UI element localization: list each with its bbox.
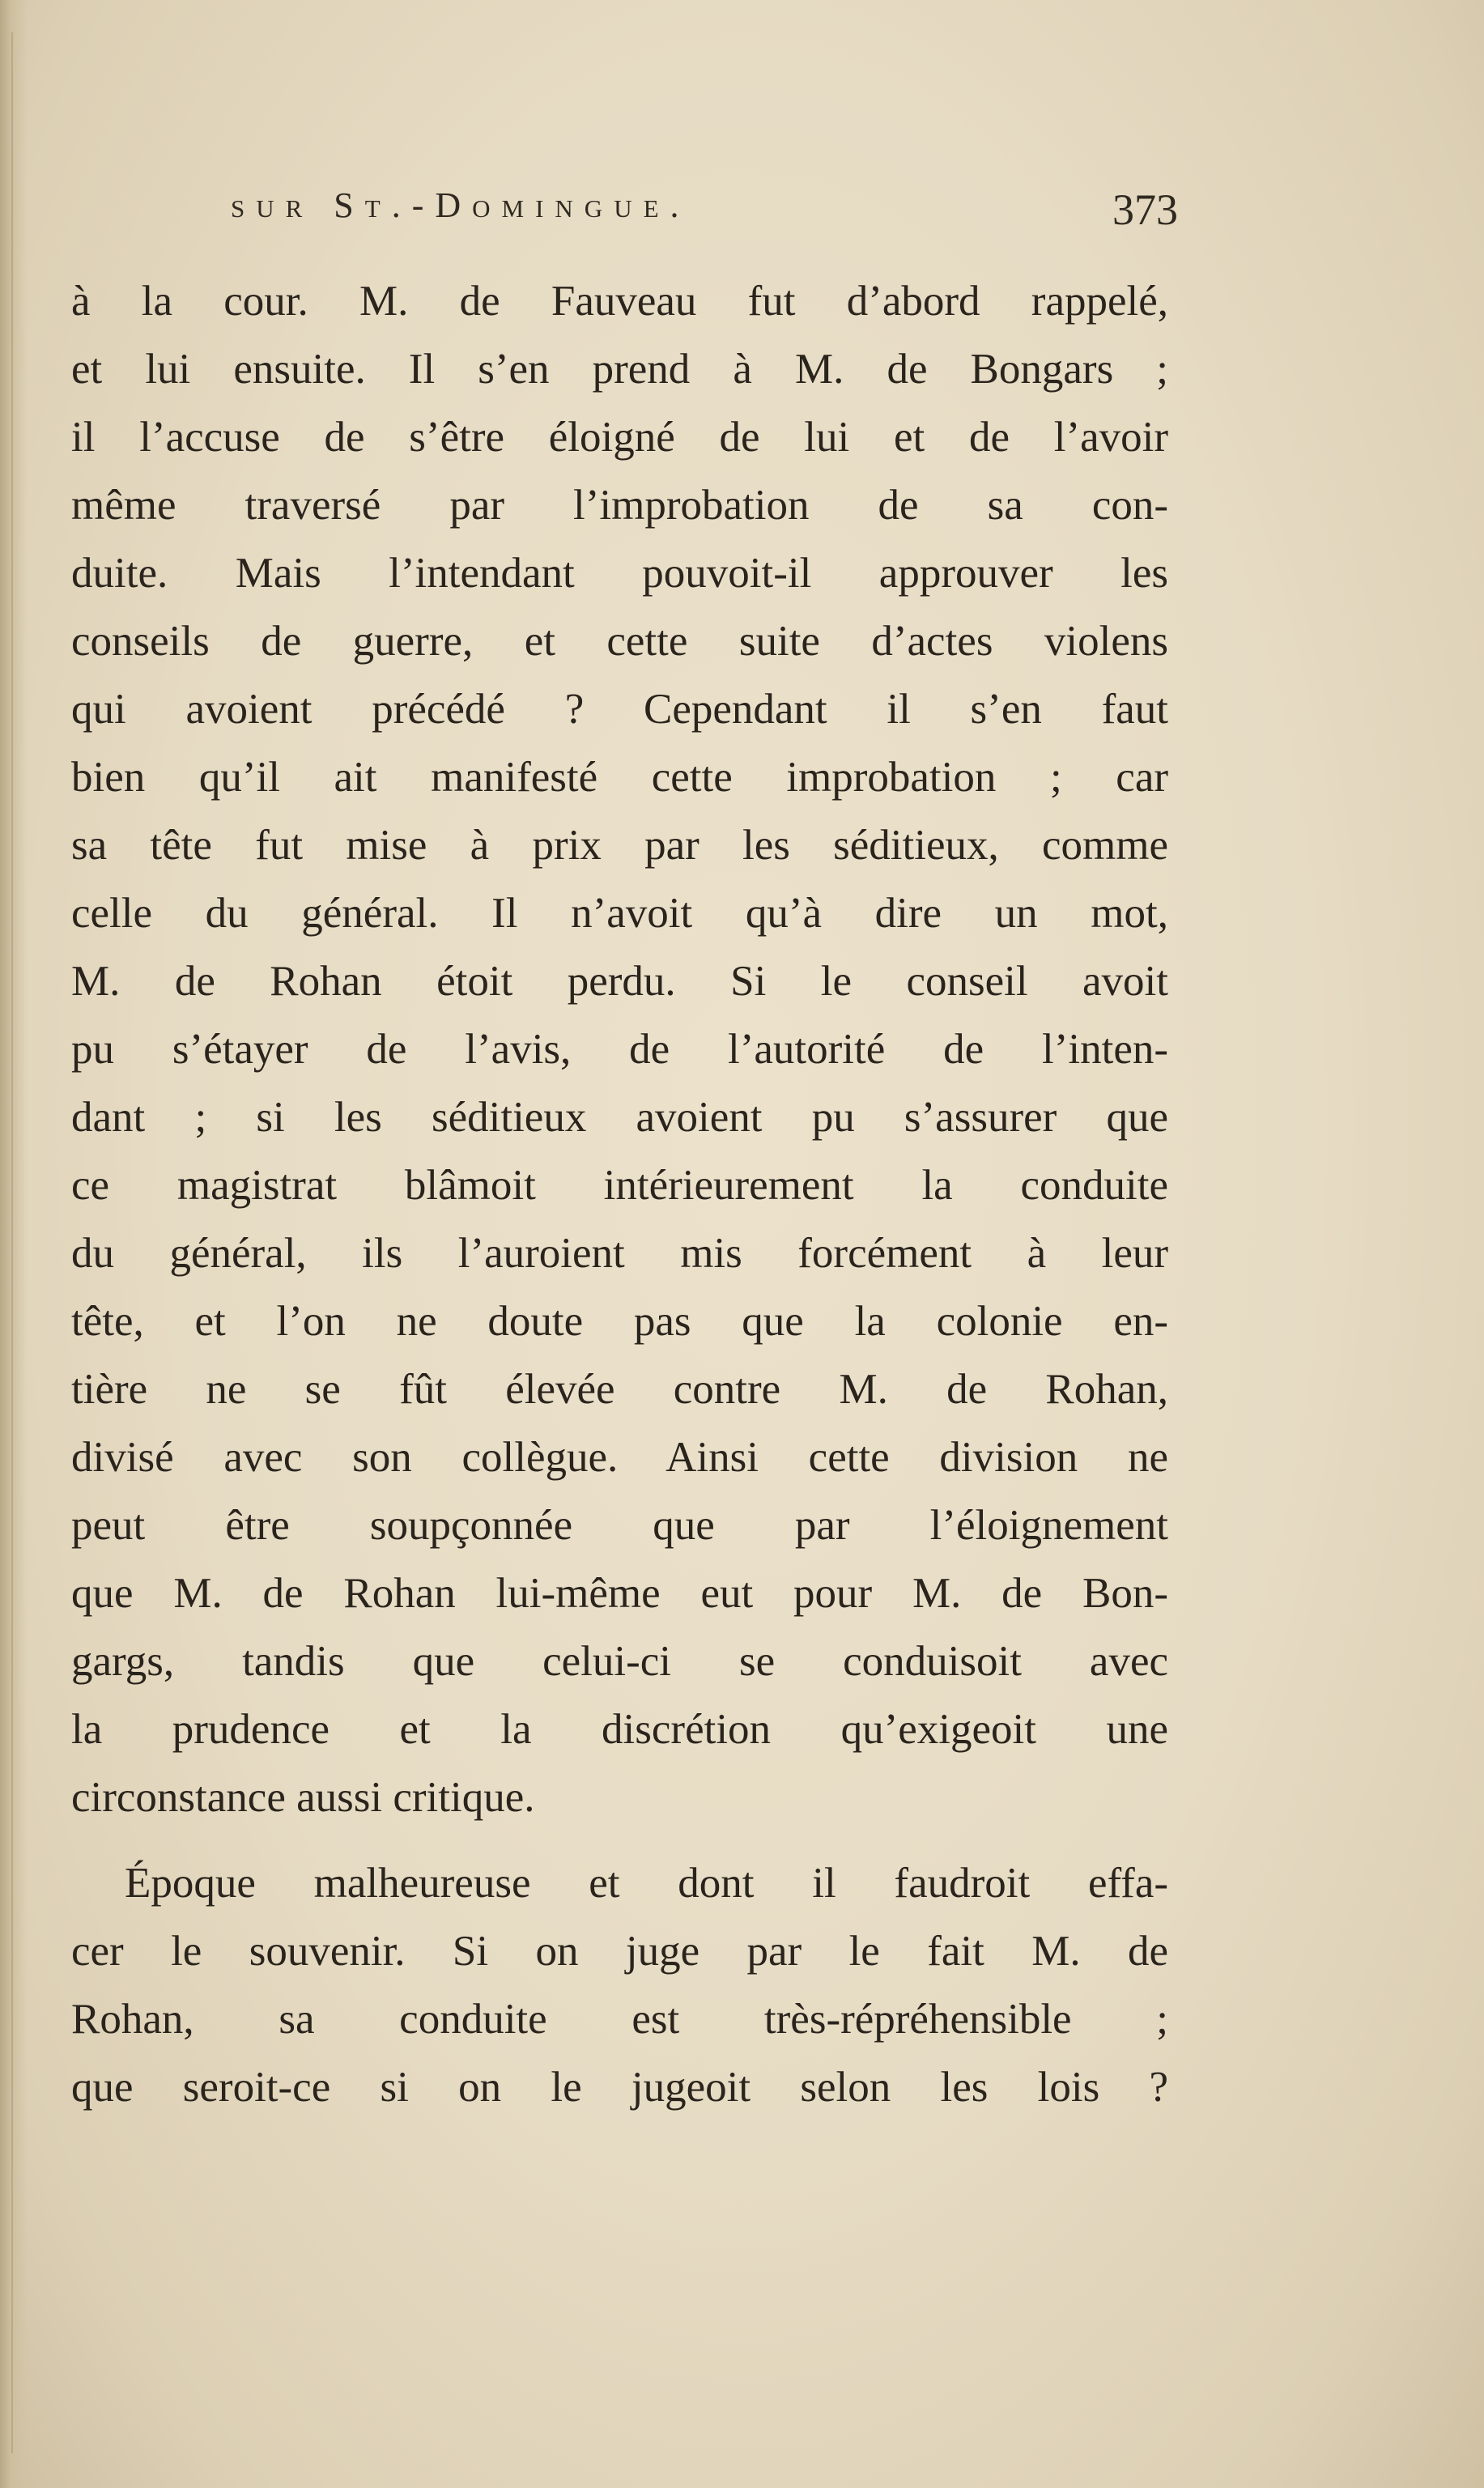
text-line: circonstance aussi critique. [71, 1774, 535, 1821]
running-title: sur St.-Domingue. [231, 185, 691, 225]
text-line: il l’accuse de s’être éloigné de lui et de l’avoir [71, 414, 1168, 461]
paragraph-gap [71, 1831, 1168, 1849]
text-line: et lui ensuite. Il s’en prend à M. de Bongars ; [71, 346, 1168, 393]
text-line: Rohan, sa conduite est très-répréhensible ; [71, 1996, 1168, 2043]
text-line: conseils de guerre, et cette suite d’actes violens [71, 618, 1168, 665]
text-line: pu s’étayer de l’avis, de l’autorité de l’inten- [71, 1026, 1168, 1073]
text-line: dant ; si les séditieux avoient pu s’assurer que [71, 1094, 1168, 1141]
text-line: celle du général. Il n’avoit qu’à dire un mot, [71, 890, 1168, 937]
text-line: que M. de Rohan lui-même eut pour M. de Bon- [71, 1570, 1168, 1617]
page-edge [11, 32, 13, 2453]
page-number: 373 [1112, 185, 1178, 234]
text-line: du général, ils l’auroient mis forcément à leur [71, 1230, 1168, 1277]
text-line: tête, et l’on ne doute pas que la colonie en- [71, 1298, 1168, 1345]
text-line: duite. Mais l’intendant pouvoit-il approuver les [71, 550, 1168, 597]
paragraph-1 [71, 267, 1168, 1831]
text-line: à la cour. M. de Fauveau fut d’abord rappelé, [71, 278, 1168, 325]
text-line: que seroit-ce si on le jugeoit selon les lois ? [71, 2064, 1168, 2111]
text-line: divisé avec son collègue. Ainsi cette division ne [71, 1434, 1168, 1481]
text-line: ce magistrat blâmoit intérieurement la conduite [71, 1162, 1168, 1209]
paragraph-2 [71, 1849, 1168, 2121]
text-line: la prudence et la discrétion qu’exigeoit une [71, 1706, 1168, 1753]
body-text [71, 267, 1168, 2121]
page-header [231, 185, 1178, 241]
gutter-shadow [0, 0, 28, 2488]
text-line: cer le souvenir. Si on juge par le fait M. de [71, 1928, 1168, 1975]
text-line: Époque malheureuse et dont il faudroit effa- [125, 1860, 1168, 1907]
text-line: M. de Rohan étoit perdu. Si le conseil avoit [71, 958, 1168, 1005]
text-line: bien qu’il ait manifesté cette improbation ; car [71, 754, 1168, 801]
text-line: sa tête fut mise à prix par les séditieux, comme [71, 822, 1168, 869]
text-line: peut être soupçonnée que par l’éloignement [71, 1502, 1168, 1549]
text-line: même traversé par l’improbation de sa con- [71, 482, 1168, 529]
text-line: gargs, tandis que celui-ci se conduisoit avec [71, 1638, 1168, 1685]
text-line: qui avoient précédé ? Cependant il s’en faut [71, 686, 1168, 733]
text-line: tière ne se fût élevée contre M. de Rohan, [71, 1366, 1168, 1413]
